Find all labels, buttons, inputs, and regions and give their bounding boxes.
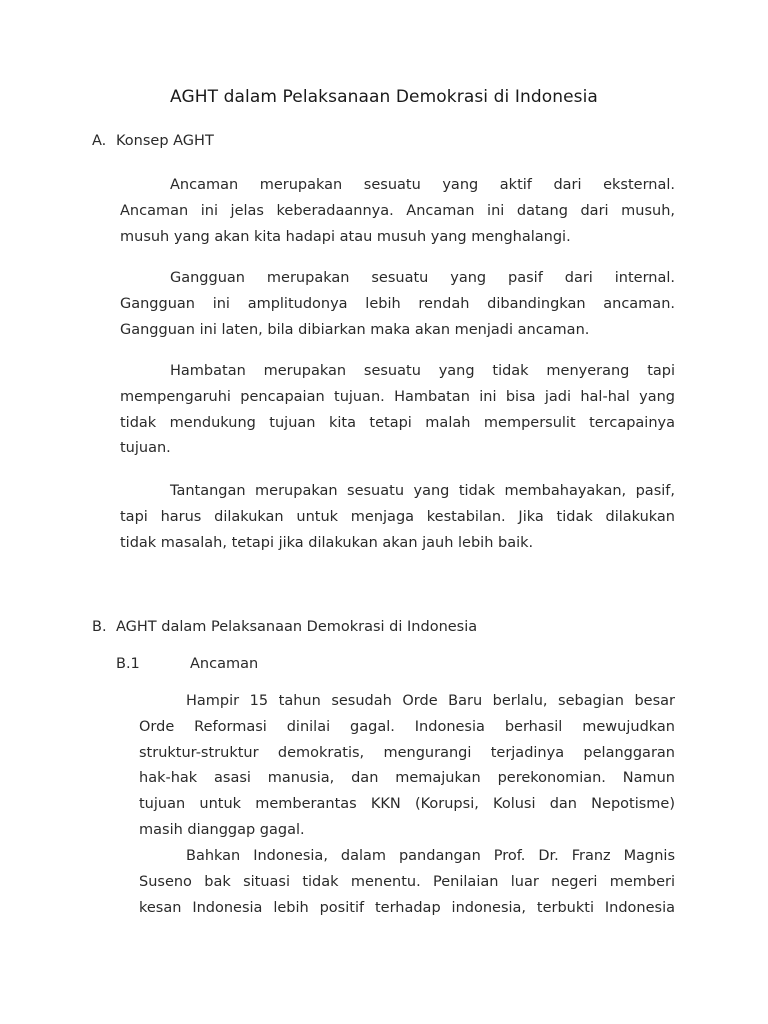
section-a-number: A. bbox=[92, 133, 107, 149]
paragraph-gangguan bbox=[120, 266, 675, 343]
paragraph-line: Tantangan merupakan sesuatu yang tidak membahayakan, pasif, bbox=[170, 483, 675, 499]
paragraph-line: mempengaruhi pencapaian tujuan. Hambatan ini bisa jadi hal-hal yang bbox=[120, 388, 675, 405]
section-a-title: Konsep AGHT bbox=[116, 133, 214, 149]
paragraph-line: Orde Reformasi dinilai gagal. Indonesia berhasil mewujudkan bbox=[139, 718, 675, 735]
section-b-number: B. bbox=[92, 619, 107, 635]
paragraph-magnis-suseno bbox=[139, 844, 675, 921]
paragraph-hambatan bbox=[120, 359, 675, 462]
paragraph-line: struktur-struktur demokratis, mengurangi terjadinya pelanggaran bbox=[139, 744, 675, 761]
paragraph-line: kesan Indonesia lebih positif terhadap indonesia, terbukti Indonesia bbox=[139, 899, 675, 916]
paragraph-line: masih dianggap gagal. bbox=[139, 821, 305, 838]
paragraph-line: Suseno bak situasi tidak menentu. Penilaian luar negeri memberi bbox=[139, 873, 675, 890]
document-title: AGHT dalam Pelaksanaan Demokrasi di Indonesia bbox=[170, 87, 598, 107]
subsection-b1-number: B.1 bbox=[116, 656, 140, 672]
paragraph-orde-reformasi bbox=[139, 689, 675, 844]
paragraph-line: tujuan. bbox=[120, 440, 171, 457]
paragraph-tantangan bbox=[120, 479, 675, 556]
paragraph-line: tapi harus dilakukan untuk menjaga kestabilan. Jika tidak dilakukan bbox=[120, 508, 675, 525]
section-a-heading bbox=[92, 133, 214, 149]
paragraph-line: tidak masalah, tetapi jika dilakukan akan jauh lebih baik. bbox=[120, 534, 534, 551]
paragraph-line: Bahkan Indonesia, dalam pandangan Prof. Dr. Franz Magnis bbox=[186, 848, 675, 864]
paragraph-line: Hampir 15 tahun sesudah Orde Baru berlalu, sebagian besar bbox=[186, 693, 675, 709]
paragraph-line: Ancaman merupakan sesuatu yang aktif dari eksternal. bbox=[170, 177, 675, 193]
paragraph-line: Gangguan ini amplitudonya lebih rendah dibandingkan ancaman. bbox=[120, 295, 675, 312]
paragraph-line: tidak mendukung tujuan kita tetapi malah mempersulit tercapainya bbox=[120, 414, 675, 431]
paragraph-line: Gangguan merupakan sesuatu yang pasif dari internal. bbox=[170, 270, 675, 286]
section-b-title: AGHT dalam Pelaksanaan Demokrasi di Indonesia bbox=[116, 619, 478, 635]
paragraph-ancaman bbox=[120, 173, 675, 250]
subsection-b1-title: Ancaman bbox=[190, 656, 259, 672]
paragraph-line: Gangguan ini laten, bila dibiarkan maka akan menjadi ancaman. bbox=[120, 321, 590, 338]
subsection-b1-heading bbox=[116, 656, 258, 672]
paragraph-line: Ancaman ini jelas keberadaannya. Ancaman ini datang dari musuh, bbox=[120, 202, 675, 219]
paragraph-line: musuh yang akan kita hadapi atau musuh yang menghalangi. bbox=[120, 228, 571, 245]
paragraph-line: Hambatan merupakan sesuatu yang tidak menyerang tapi bbox=[170, 363, 675, 379]
section-b-heading bbox=[92, 619, 477, 635]
paragraph-line: hak-hak asasi manusia, dan memajukan perekonomian. Namun bbox=[139, 770, 675, 787]
paragraph-line: tujuan untuk memberantas KKN (Korupsi, Kolusi dan Nepotisme) bbox=[139, 796, 675, 813]
